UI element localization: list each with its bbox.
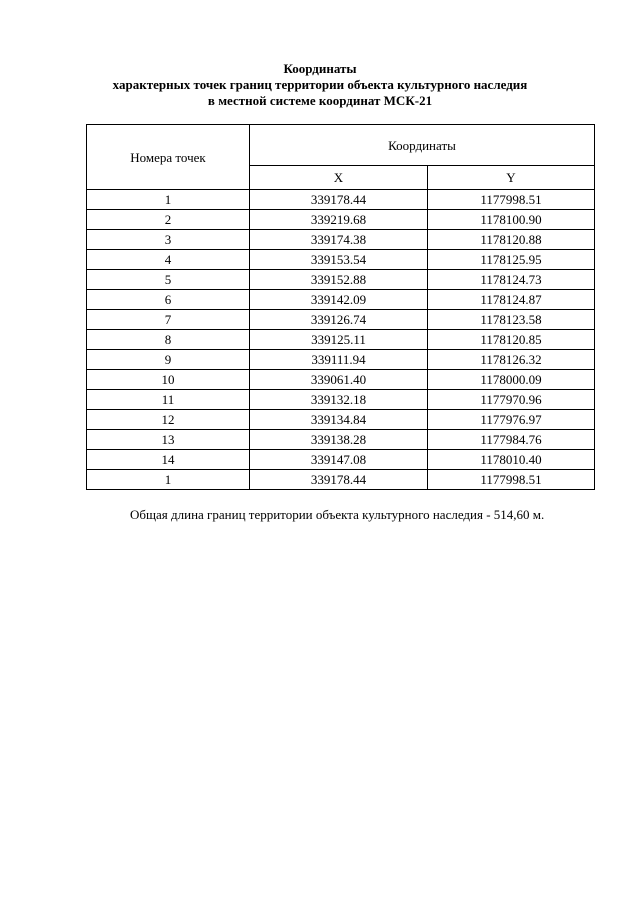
y-coordinate-cell: 1177970.96 [428, 390, 595, 410]
total-length-note: Общая длина границ территории объекта культурного наследия - 514,60 м. [130, 507, 545, 522]
x-coordinate-cell: 339219.68 [250, 210, 428, 230]
table-row [87, 410, 595, 430]
table-row [87, 470, 595, 490]
point-number-cell: 1 [87, 470, 250, 490]
x-coordinate-cell: 339178.44 [250, 470, 428, 490]
point-number-cell: 13 [87, 430, 250, 450]
table-body [87, 190, 595, 490]
table-row [87, 290, 595, 310]
point-number-cell: 4 [87, 250, 250, 270]
point-number-cell: 6 [87, 290, 250, 310]
table-row [87, 250, 595, 270]
title-line-3: в местной системе координат МСК-21 [207, 93, 433, 108]
table-row [87, 210, 595, 230]
x-coordinate-cell: 339134.84 [250, 410, 428, 430]
y-coordinate-cell: 1178124.87 [428, 290, 595, 310]
y-coordinate-cell: 1177998.51 [428, 190, 595, 210]
point-number-cell: 8 [87, 330, 250, 350]
y-coordinate-cell: 1177976.97 [428, 410, 595, 430]
y-coordinate-cell: 1178126.32 [428, 350, 595, 370]
x-coordinate-cell: 339138.28 [250, 430, 428, 450]
table-row [87, 270, 595, 290]
y-coordinate-cell: 1178120.85 [428, 330, 595, 350]
header-x: X [250, 166, 428, 190]
table-row [87, 310, 595, 330]
y-coordinate-cell: 1177998.51 [428, 470, 595, 490]
point-number-cell: 2 [87, 210, 250, 230]
header-point-numbers: Номера точек [87, 125, 250, 190]
x-coordinate-cell: 339153.54 [250, 250, 428, 270]
point-number-cell: 11 [87, 390, 250, 410]
title-line-2: характерных точек границ территории объекта культурного наследия [112, 77, 528, 92]
table-row [87, 330, 595, 350]
table-row [87, 370, 595, 390]
point-number-cell: 7 [87, 310, 250, 330]
point-number-cell: 12 [87, 410, 250, 430]
table-row [87, 430, 595, 450]
point-number-cell: 3 [87, 230, 250, 250]
x-coordinate-cell: 339111.94 [250, 350, 428, 370]
y-coordinate-cell: 1178000.09 [428, 370, 595, 390]
x-coordinate-cell: 339126.74 [250, 310, 428, 330]
y-coordinate-cell: 1177984.76 [428, 430, 595, 450]
point-number-cell: 1 [87, 190, 250, 210]
point-number-cell: 5 [87, 270, 250, 290]
document-title [0, 61, 640, 109]
table-row [87, 190, 595, 210]
header-coordinates: Координаты [250, 125, 595, 166]
x-coordinate-cell: 339147.08 [250, 450, 428, 470]
x-coordinate-cell: 339125.11 [250, 330, 428, 350]
x-coordinate-cell: 339132.18 [250, 390, 428, 410]
title-line-1: Координаты [283, 61, 357, 76]
point-number-cell: 9 [87, 350, 250, 370]
y-coordinate-cell: 1178123.58 [428, 310, 595, 330]
table-row [87, 230, 595, 250]
point-number-cell: 14 [87, 450, 250, 470]
table-header [87, 125, 595, 190]
y-coordinate-cell: 1178125.95 [428, 250, 595, 270]
x-coordinate-cell: 339152.88 [250, 270, 428, 290]
table-row [87, 390, 595, 410]
header-y: Y [428, 166, 595, 190]
y-coordinate-cell: 1178124.73 [428, 270, 595, 290]
table-row [87, 350, 595, 370]
y-coordinate-cell: 1178010.40 [428, 450, 595, 470]
y-coordinate-cell: 1178120.88 [428, 230, 595, 250]
x-coordinate-cell: 339142.09 [250, 290, 428, 310]
table-row [87, 450, 595, 470]
x-coordinate-cell: 339178.44 [250, 190, 428, 210]
x-coordinate-cell: 339174.38 [250, 230, 428, 250]
coordinates-table [86, 124, 595, 490]
point-number-cell: 10 [87, 370, 250, 390]
x-coordinate-cell: 339061.40 [250, 370, 428, 390]
y-coordinate-cell: 1178100.90 [428, 210, 595, 230]
